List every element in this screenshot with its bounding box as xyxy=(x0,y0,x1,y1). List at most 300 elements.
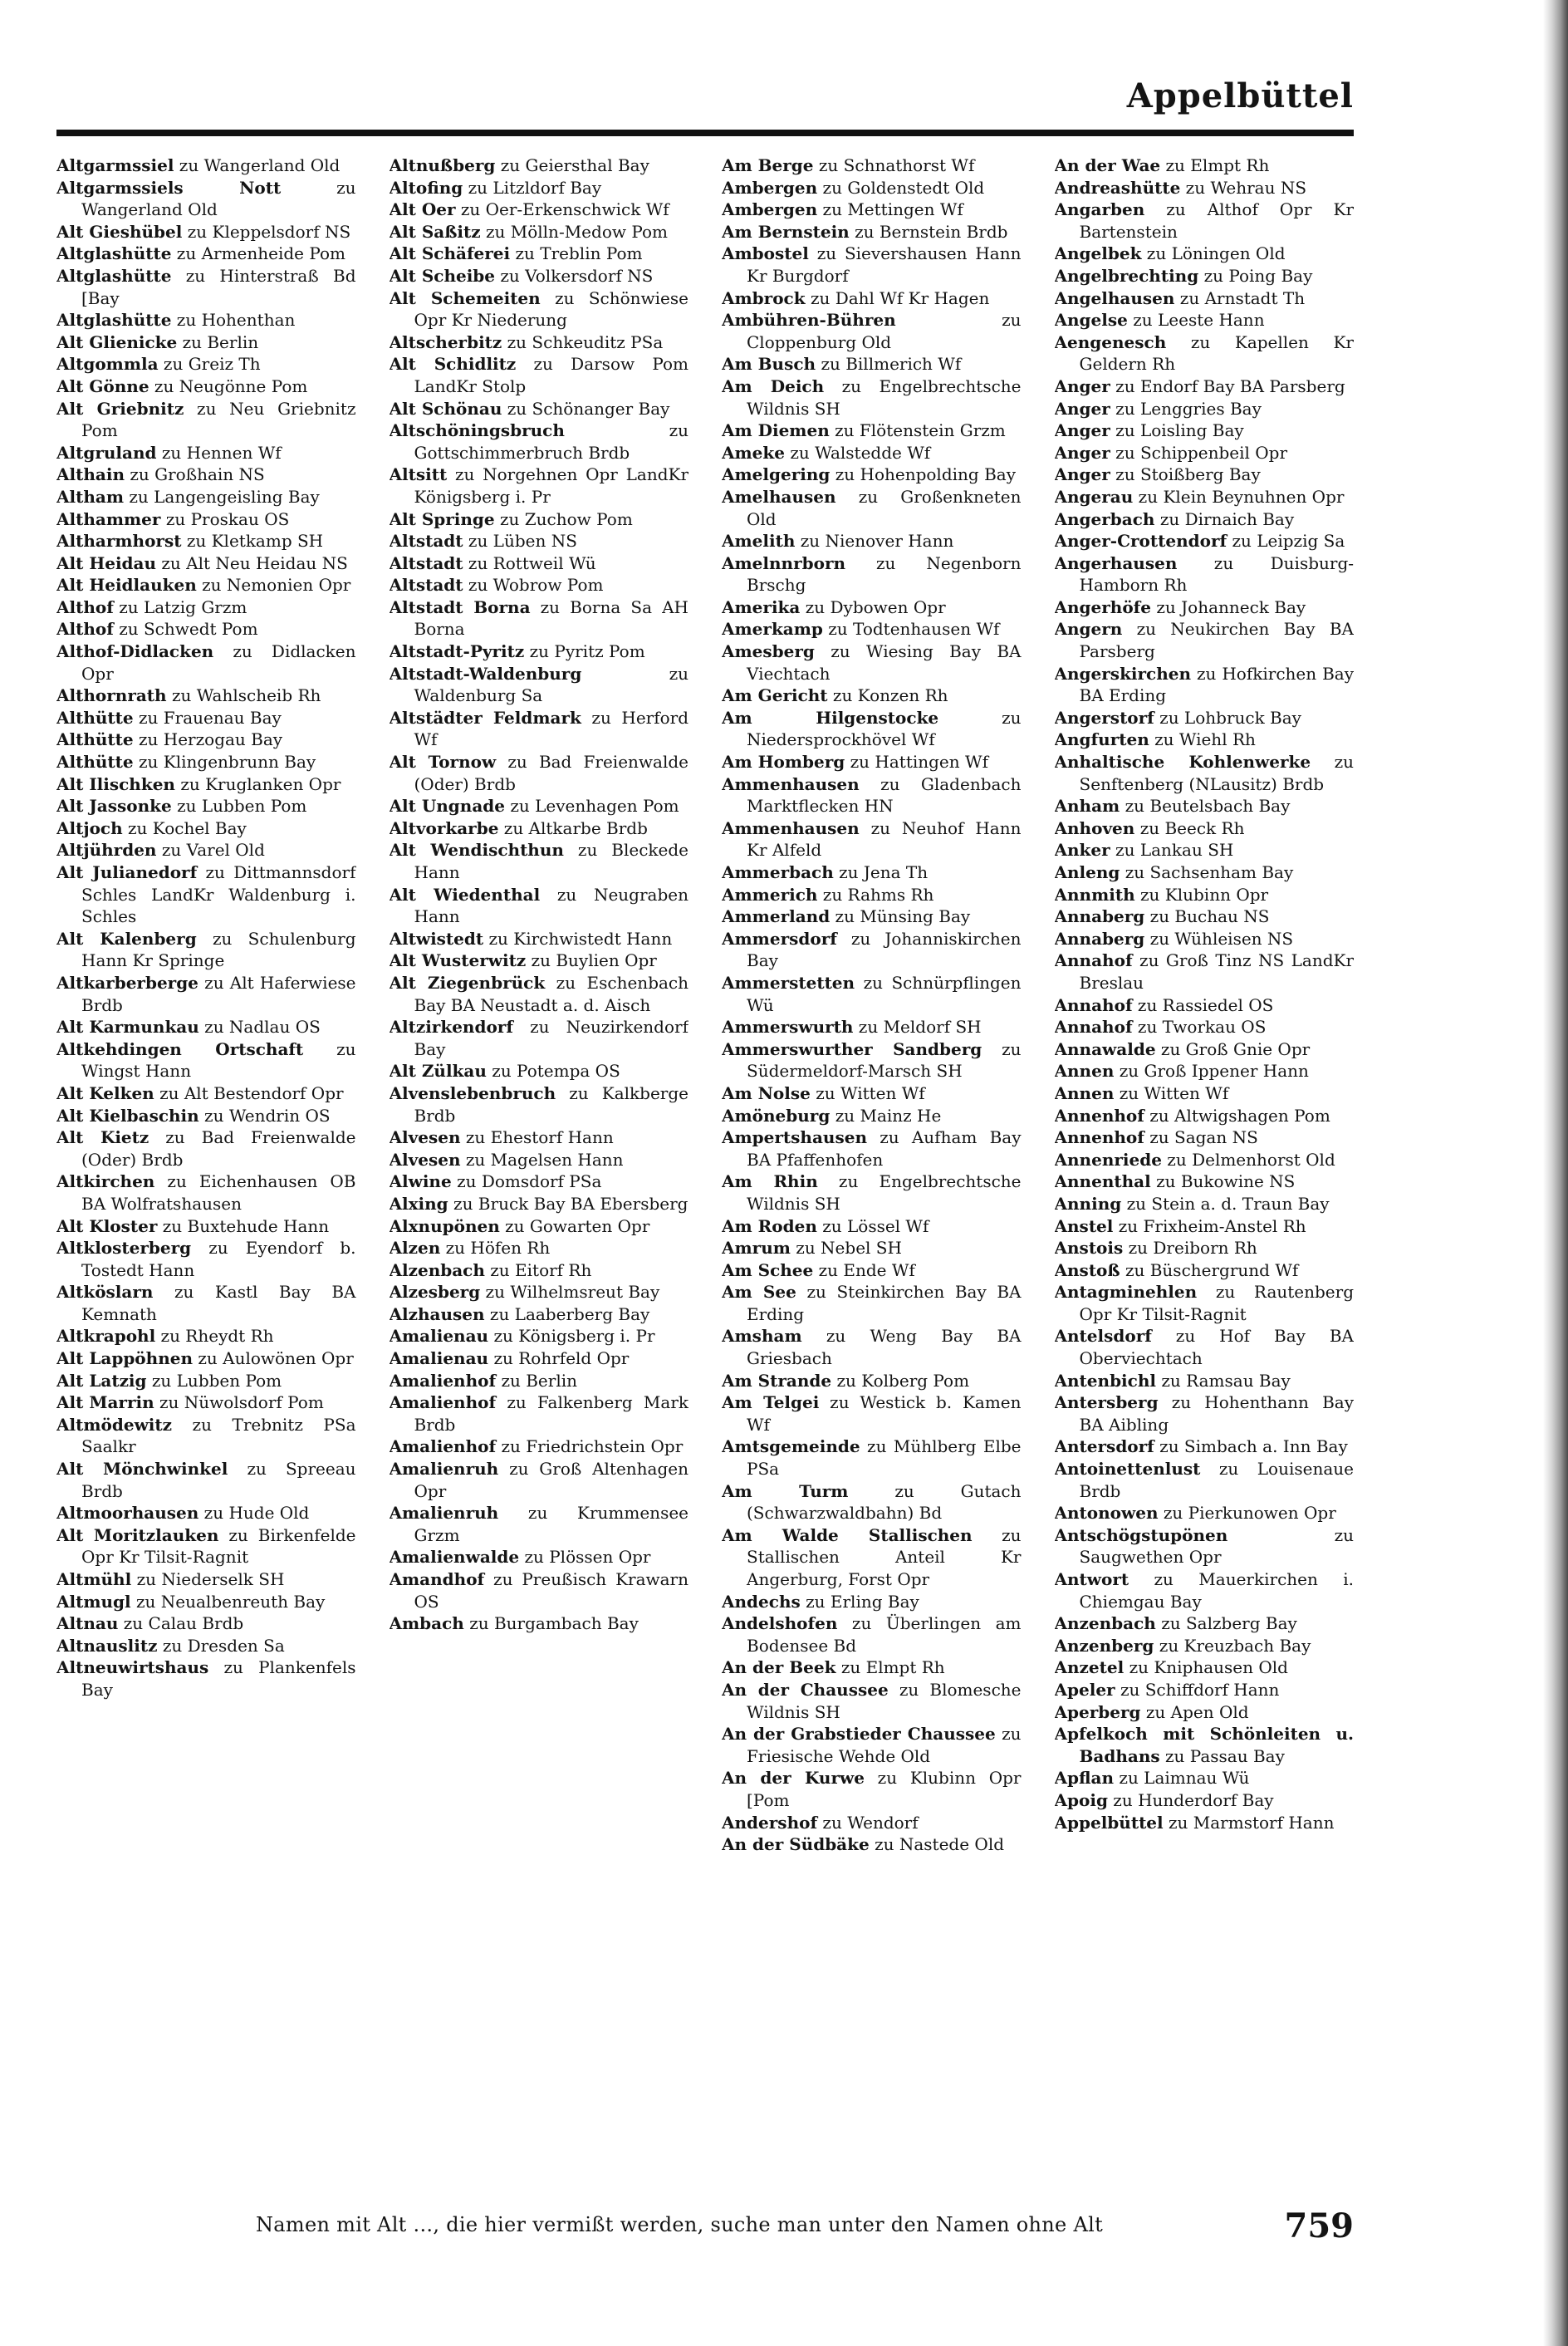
gazetteer-entry xyxy=(722,420,1022,442)
gazetteer-entry xyxy=(1055,1082,1355,1105)
gazetteer-entry xyxy=(1055,729,1355,751)
gazetteer-entry xyxy=(722,177,1022,199)
page-edge-shadow xyxy=(1543,0,1568,2346)
entry-detail: zu Lubben Pom xyxy=(177,796,307,817)
entry-name: Alt Glienicke xyxy=(56,331,178,352)
entry-name: Anger xyxy=(1054,375,1110,396)
entry-name: Ambühren-Bühren xyxy=(722,310,896,331)
gazetteer-entry xyxy=(56,1105,356,1127)
entry-name: Annaberg xyxy=(1054,928,1145,949)
entry-detail: zu Neugönne Pom xyxy=(154,375,308,396)
gazetteer-entry xyxy=(722,751,1022,773)
gazetteer-entry xyxy=(1055,552,1355,596)
gazetteer-entry xyxy=(722,375,1022,420)
gazetteer-entry xyxy=(1055,464,1355,486)
entry-name: An der Chaussee xyxy=(722,1679,889,1700)
gazetteer-entry xyxy=(1055,243,1355,265)
entry-detail: zu Schkeuditz PSa xyxy=(507,331,664,352)
gazetteer-entry xyxy=(722,1612,1022,1656)
gazetteer-entry xyxy=(722,1524,1022,1591)
entry-name: Amöneburg xyxy=(722,1105,831,1126)
entry-detail: zu Friedrichstein Opr xyxy=(501,1436,684,1457)
entry-name: Altnau xyxy=(56,1613,119,1634)
gazetteer-entry xyxy=(56,530,356,552)
entry-detail: zu Witten Wf xyxy=(816,1082,925,1103)
entry-name: Altgommla xyxy=(56,354,159,375)
entry-detail: zu Wobrow Pom xyxy=(468,575,604,596)
entry-detail: zu Preußisch Krawarn OS xyxy=(414,1569,688,1612)
entry-detail: zu Ende Wf xyxy=(818,1259,915,1280)
gazetteer-entry xyxy=(56,1016,356,1038)
gazetteer-entry xyxy=(1055,486,1355,508)
entry-name: Amalienhof xyxy=(389,1436,497,1457)
gazetteer-entry xyxy=(390,243,689,265)
entry-detail: zu Salzberg Bay xyxy=(1161,1613,1297,1634)
gazetteer-entry xyxy=(1055,1789,1355,1812)
entry-detail: zu Weng Bay BA Griesbach xyxy=(747,1326,1022,1369)
entry-detail: zu Ehestorf Hann xyxy=(465,1127,614,1148)
gazetteer-entry xyxy=(1055,1215,1355,1238)
entry-detail: zu Plössen Opr xyxy=(524,1547,651,1568)
gazetteer-entry xyxy=(722,1391,1022,1436)
entry-detail: zu Todtenhausen Wf xyxy=(828,619,1000,640)
gazetteer-entry xyxy=(390,1347,689,1370)
entry-name: Andelshofen xyxy=(722,1613,838,1634)
entry-name: Anger xyxy=(1054,398,1110,419)
gazetteer-entry xyxy=(1055,1656,1355,1679)
entry-name: Altschöningsbruch xyxy=(389,420,565,441)
gazetteer-entry xyxy=(722,1237,1022,1259)
entry-detail: zu Borna Sa AH Borna xyxy=(414,596,688,640)
gazetteer-entry xyxy=(390,1612,689,1635)
entry-detail: zu Sachsenham Bay xyxy=(1125,862,1294,882)
gazetteer-entry xyxy=(1055,928,1355,950)
entry-detail: zu Kruglanken Opr xyxy=(180,773,341,794)
entry-name: Amelhausen xyxy=(722,486,836,507)
gazetteer-entry xyxy=(722,928,1022,972)
entry-name: Alzenbach xyxy=(389,1259,485,1280)
gazetteer-entry xyxy=(722,685,1022,707)
entry-detail: zu Geiersthal Bay xyxy=(500,155,649,175)
gazetteer-entry xyxy=(56,1635,356,1657)
entry-detail: zu Arnstadt Th xyxy=(1179,287,1306,308)
entry-detail: zu Hinterstraß Bd [Bay xyxy=(81,265,356,308)
entry-name: Aengenesch xyxy=(1054,331,1167,352)
entry-name: Altstadt xyxy=(389,531,463,552)
entry-detail: zu Tworkau OS xyxy=(1137,1017,1267,1038)
gazetteer-entry xyxy=(722,817,1022,861)
entry-name: Anzenbach xyxy=(1054,1613,1156,1634)
entry-detail: zu Greiz Th xyxy=(163,354,261,375)
entry-name: Alt Tornow xyxy=(389,752,497,773)
entry-detail: zu Wühleisen NS xyxy=(1149,928,1294,949)
gazetteer-entry xyxy=(1055,618,1355,662)
entry-name: Alt Latzig xyxy=(56,1370,147,1391)
entry-name: Annenhof xyxy=(1054,1127,1144,1148)
entry-detail: zu Litzldorf Bay xyxy=(468,177,602,198)
gazetteer-entry xyxy=(1055,1016,1355,1038)
gazetteer-entry xyxy=(722,1812,1022,1834)
entry-detail: zu Kolberg Pom xyxy=(836,1370,970,1391)
entry-name: Amesberg xyxy=(722,641,815,662)
entry-detail: zu Krummensee Grzm xyxy=(414,1503,688,1545)
entry-name: Apeler xyxy=(1054,1679,1115,1700)
entry-name: Alt Zülkau xyxy=(389,1061,487,1082)
entry-name: Altkirchen xyxy=(56,1171,155,1192)
entry-name: Andechs xyxy=(722,1591,801,1612)
gazetteer-entry xyxy=(1055,795,1355,817)
gazetteer-entry xyxy=(722,906,1022,928)
entry-detail: zu Buxtehude Hann xyxy=(162,1215,330,1236)
gazetteer-entry xyxy=(56,398,356,442)
entry-name: Ammerich xyxy=(722,884,818,905)
gazetteer-entry xyxy=(56,839,356,861)
entry-name: Amrum xyxy=(722,1238,791,1259)
entry-detail: zu Buchau NS xyxy=(1149,906,1270,927)
gazetteer-entry xyxy=(390,1259,689,1282)
entry-detail: zu Zuchow Pom xyxy=(500,508,633,529)
entry-name: Alt Wusterwitz xyxy=(389,950,527,971)
entry-detail: zu Gutach (Schwarzwaldbahn) Bd xyxy=(747,1480,1022,1524)
entry-name: Altstadt-Pyritz xyxy=(389,641,525,662)
entry-name: Altofing xyxy=(389,177,463,198)
entry-detail: zu Hofkirchen Bay BA Erding xyxy=(1079,663,1354,706)
gazetteer-entry xyxy=(56,773,356,796)
entry-name: Alt Saßitz xyxy=(389,221,481,242)
entry-name: Amelgering xyxy=(722,464,831,485)
entry-name: Altgruland xyxy=(56,442,157,463)
entry-detail: zu Neu Griebnitz Pom xyxy=(81,398,356,441)
entry-name: Am Gericht xyxy=(722,685,828,706)
entry-detail: zu Groß Gnie Opr xyxy=(1160,1038,1311,1059)
entry-name: Angarben xyxy=(1054,199,1145,220)
entry-name: Apoig xyxy=(1054,1789,1108,1810)
entry-detail: zu Wiehl Rh xyxy=(1154,729,1256,750)
entry-detail: zu Berlin xyxy=(182,331,259,352)
entry-detail: zu Schiffdorf Hann xyxy=(1120,1679,1280,1700)
entry-name: Am See xyxy=(722,1282,796,1303)
entry-name: Angelse xyxy=(1054,310,1128,331)
entry-detail: zu Bad Freienwalde (Oder) Brdb xyxy=(81,1127,356,1170)
gazetteer-entry xyxy=(56,574,356,596)
entry-detail: zu Münsing Bay xyxy=(835,906,971,927)
entry-detail: zu Levenhagen Pom xyxy=(510,796,679,817)
gazetteer-entry xyxy=(56,1612,356,1635)
gazetteer-entry xyxy=(722,287,1022,310)
entry-name: Alt Ungnade xyxy=(389,796,505,817)
entry-name: Altharmhorst xyxy=(56,531,182,552)
entry-name: Am Rhin xyxy=(722,1171,818,1192)
gazetteer-entry xyxy=(56,221,356,243)
entry-name: Altmödewitz xyxy=(56,1414,172,1435)
gazetteer-entry xyxy=(390,1171,689,1193)
entry-detail: zu Büschergrund Wf xyxy=(1125,1259,1299,1280)
entry-name: Alt Ziegenbrück xyxy=(389,972,546,993)
entry-detail: zu Senftenberg (NLausitz) Brdb xyxy=(1079,752,1354,794)
entry-detail: zu Lubben Pom xyxy=(151,1370,282,1391)
entry-name: Amtsgemeinde xyxy=(722,1436,860,1457)
gazetteer-entry xyxy=(56,1591,356,1613)
entry-name: Alt Springe xyxy=(389,508,495,529)
entry-name: Ammerswurth xyxy=(722,1017,854,1038)
entry-name: Altstadt xyxy=(389,575,463,596)
entry-detail: zu Friesische Wehde Old xyxy=(747,1724,1022,1766)
gazetteer-entry xyxy=(390,1193,689,1215)
gazetteer-entry xyxy=(390,1281,689,1303)
entry-name: Amalienau xyxy=(389,1326,489,1347)
entry-name: Althütte xyxy=(56,752,134,773)
entry-name: Alt Griebnitz xyxy=(56,398,184,419)
gazetteer-entry xyxy=(390,972,689,1016)
entry-detail: zu Gowarten Opr xyxy=(505,1215,650,1236)
entry-detail: zu Loisling Bay xyxy=(1115,420,1244,441)
entry-detail: zu Dirnaich Bay xyxy=(1159,508,1295,529)
entry-name: Antersberg xyxy=(1054,1392,1159,1413)
entry-detail: zu Schnathorst Wf xyxy=(818,155,975,175)
gazetteer-entry xyxy=(390,1436,689,1458)
entry-name: Anstel xyxy=(1054,1215,1114,1236)
gazetteer-entry xyxy=(56,1038,356,1082)
entry-name: Alwine xyxy=(389,1171,452,1192)
gazetteer-entry xyxy=(390,1215,689,1238)
entry-name: Althain xyxy=(56,464,125,485)
entry-name: Angerbach xyxy=(1054,508,1155,529)
entry-detail: zu Wangerland Old xyxy=(179,155,341,175)
gazetteer-entry xyxy=(1055,1038,1355,1061)
gazetteer-entry xyxy=(390,884,689,928)
gazetteer-entry xyxy=(722,530,1022,552)
gazetteer-entry xyxy=(390,1502,689,1546)
entry-name: Am Turm xyxy=(722,1480,849,1501)
gazetteer-entry xyxy=(1055,906,1355,928)
gazetteer-entry xyxy=(56,1325,356,1347)
entry-name: Am Hilgenstocke xyxy=(722,707,939,728)
gazetteer-entry xyxy=(390,640,689,663)
entry-detail: zu Nebel SH xyxy=(796,1238,902,1259)
entry-name: Angerhöfe xyxy=(1054,596,1152,617)
entry-name: Althof xyxy=(56,596,114,617)
entry-name: Angerau xyxy=(1054,486,1134,507)
entry-name: Ammenhausen xyxy=(722,773,860,794)
gazetteer-entry xyxy=(390,950,689,972)
entry-name: Angerhausen xyxy=(1054,552,1178,573)
entry-name: Altstadt Borna xyxy=(389,596,531,617)
gazetteer-entry xyxy=(722,353,1022,375)
entry-name: Altjoch xyxy=(56,817,123,838)
entry-detail: zu Waldenburg Sa xyxy=(414,663,688,706)
gazetteer-entry xyxy=(390,817,689,840)
gazetteer-entry xyxy=(56,685,356,707)
gazetteer-entry xyxy=(1055,1259,1355,1282)
entry-name: Altglashütte xyxy=(56,310,172,331)
entry-detail: zu Blomesche Wildnis SH xyxy=(747,1679,1022,1722)
footer-note: Namen mit Alt ..., die hier vermißt werden, suche man unter den Namen ohne Alt xyxy=(256,2213,1104,2236)
entry-name: Antagminehlen xyxy=(1054,1282,1198,1303)
entry-name: Altglashütte xyxy=(56,243,172,264)
entry-detail: zu Duisburg-Hamborn Rh xyxy=(1079,552,1354,596)
entry-detail: zu Schulenburg Hann Kr Springe xyxy=(81,928,356,971)
gazetteer-entry xyxy=(1055,861,1355,884)
entry-detail: zu Johanniskirchen Bay xyxy=(747,928,1022,971)
entry-detail: zu Trebnitz PSa Saalkr xyxy=(81,1414,356,1457)
gazetteer-entry xyxy=(1055,839,1355,861)
entry-detail: zu Marmstorf Hann xyxy=(1169,1812,1335,1833)
entry-detail: zu Beeck Rh xyxy=(1139,817,1245,838)
entry-name: Alzesberg xyxy=(389,1282,481,1303)
entry-detail: zu Frauenau Bay xyxy=(139,707,282,728)
entry-name: Annawalde xyxy=(1054,1038,1156,1059)
entry-name: Altscherbitz xyxy=(389,331,502,352)
entry-name: Am Schee xyxy=(722,1259,814,1280)
gazetteer-entry xyxy=(1055,375,1355,398)
entry-name: Alt Gieshübel xyxy=(56,221,183,242)
gazetteer-entry xyxy=(1055,1281,1355,1325)
entry-detail: zu Groß Ippener Hann xyxy=(1119,1061,1309,1082)
entry-name: Anger xyxy=(1054,442,1110,463)
entry-name: Alt Schäferei xyxy=(389,243,511,264)
gazetteer-entry xyxy=(722,243,1022,287)
entry-detail: zu Cloppenburg Old xyxy=(747,310,1022,352)
entry-name: An der Beek xyxy=(722,1657,836,1678)
entry-detail: zu Stoißberg Bay xyxy=(1115,464,1261,485)
gazetteer-entry xyxy=(1055,199,1355,243)
gazetteer-entry xyxy=(56,464,356,486)
entry-detail: zu Passau Bay xyxy=(1165,1745,1285,1766)
entry-name: Alt Wendischthun xyxy=(389,840,564,861)
entry-name: Althof-Didlacken xyxy=(56,641,214,662)
entry-detail: zu Wangerland Old xyxy=(81,177,356,220)
gazetteer-entry xyxy=(1055,1635,1355,1657)
entry-name: An der Kurwe xyxy=(722,1768,865,1789)
gazetteer-entry xyxy=(56,508,356,531)
entry-detail: zu Mainz He xyxy=(835,1105,942,1126)
entry-detail: zu Birkenfelde Opr Kr Tilsit-Ragnit xyxy=(81,1524,356,1568)
gazetteer-entry xyxy=(390,596,689,640)
entry-name: Apfelkoch mit Schönleiten u. Badhans xyxy=(1054,1724,1354,1766)
entry-name: Antoinettenlust xyxy=(1054,1459,1201,1480)
entry-name: Althof xyxy=(56,619,114,640)
gazetteer-entry xyxy=(390,508,689,531)
entry-name: Alt Kelken xyxy=(56,1082,154,1103)
entry-name: Antersdorf xyxy=(1054,1436,1154,1457)
entry-name: Altnußberg xyxy=(389,155,496,175)
gazetteer-entry xyxy=(56,795,356,817)
entry-name: Althornrath xyxy=(56,685,167,706)
entry-detail: zu Bad Freienwalde (Oder) Brdb xyxy=(414,752,688,794)
entry-detail: zu Überlingen am Bodensee Bd xyxy=(747,1613,1022,1656)
entry-name: Anzetel xyxy=(1054,1657,1125,1678)
entry-name: Alt Heidau xyxy=(56,552,157,573)
entry-detail: zu Hohenthan xyxy=(176,310,296,331)
entry-detail: zu Didlacken Opr xyxy=(81,641,356,684)
entry-detail: zu Steinkirchen Bay BA Erding xyxy=(747,1282,1022,1324)
entry-detail: zu Kochel Bay xyxy=(128,817,247,838)
entry-name: Alt Wiedenthal xyxy=(389,884,541,905)
entry-detail: zu Wiesing Bay BA Viechtach xyxy=(747,641,1022,684)
entry-name: Amelnnrborn xyxy=(722,552,846,573)
gazetteer-entry xyxy=(1055,508,1355,531)
entry-detail: zu Kirchwistedt Hann xyxy=(488,928,673,949)
gazetteer-entry xyxy=(390,398,689,420)
entry-name: Alt Jassonke xyxy=(56,796,172,817)
entry-detail: zu Bruck Bay BA Ebersberg xyxy=(453,1193,688,1214)
gazetteer-entry xyxy=(56,1237,356,1281)
gazetteer-entry xyxy=(722,861,1022,884)
gazetteer-entry xyxy=(56,331,356,354)
entry-name: Ammerbach xyxy=(722,862,834,882)
entry-detail: zu Rohrfeld Opr xyxy=(493,1348,630,1369)
entry-name: Annmith xyxy=(1054,884,1135,905)
gazetteer-entry xyxy=(56,243,356,265)
entry-detail: zu Frixheim-Anstel Rh xyxy=(1118,1215,1306,1236)
gazetteer-entry xyxy=(390,1060,689,1082)
entry-detail: zu Ramsau Bay xyxy=(1161,1370,1291,1391)
entry-name: Amerkamp xyxy=(722,619,823,640)
entry-detail: zu Westick b. Kamen Wf xyxy=(747,1392,1022,1435)
gazetteer-entry xyxy=(1055,1193,1355,1215)
entry-detail: zu Hennen Wf xyxy=(161,442,282,463)
entry-detail: zu Schönanger Bay xyxy=(507,398,670,419)
gazetteer-entry xyxy=(722,1325,1022,1369)
gazetteer-entry xyxy=(390,1458,689,1502)
entry-name: Ammerland xyxy=(722,906,831,927)
entry-name: Antschögstupönen xyxy=(1054,1524,1228,1545)
gazetteer-entry xyxy=(56,309,356,331)
entry-name: Ammenhausen xyxy=(722,817,860,838)
entry-name: Andreashütte xyxy=(1054,177,1181,198)
entry-name: Appelbüttel xyxy=(1054,1812,1164,1833)
entry-name: Alzen xyxy=(389,1238,441,1259)
entry-detail: zu Nüwolsdorf Pom xyxy=(159,1392,324,1413)
gazetteer-entry xyxy=(722,155,1022,177)
gazetteer-entry xyxy=(56,972,356,1016)
entry-detail: zu Endorf Bay BA Parsberg xyxy=(1115,375,1345,396)
entry-name: Am Walde Stallischen xyxy=(722,1524,973,1545)
entry-detail: zu Großenkneten Old xyxy=(747,486,1022,529)
gazetteer-entry xyxy=(1055,1325,1355,1369)
entry-detail: zu Hohenthann Bay BA Aibling xyxy=(1079,1392,1354,1435)
entry-name: Anhaltische Kohlenwerke xyxy=(1054,752,1311,773)
entry-name: Am Telgei xyxy=(722,1392,820,1413)
entry-name: Antonowen xyxy=(1054,1503,1159,1524)
gazetteer-entry xyxy=(56,596,356,619)
entry-detail: zu Niedersprockhövel Wf xyxy=(747,707,1022,750)
entry-detail: zu Wendorf xyxy=(822,1812,919,1833)
entry-name: Am Strande xyxy=(722,1370,832,1391)
entry-name: Angerskirchen xyxy=(1054,663,1192,684)
gazetteer-entry xyxy=(1055,751,1355,795)
entry-detail: zu Saugwethen Opr xyxy=(1079,1524,1354,1568)
entry-detail: zu Dahl Wf Kr Hagen xyxy=(810,287,990,308)
gazetteer-entry xyxy=(722,1281,1022,1325)
entry-detail: zu Elmpt Rh xyxy=(1165,155,1270,175)
entry-name: Altmugl xyxy=(56,1591,131,1612)
entry-name: Altgarmssiel xyxy=(56,155,174,175)
entry-detail: zu Wingst Hann xyxy=(81,1038,356,1082)
entry-name: Annahof xyxy=(1054,994,1133,1015)
entry-name: Alt Kloster xyxy=(56,1215,158,1236)
gazetteer-entry xyxy=(1055,1105,1355,1127)
entry-name: Anstoß xyxy=(1054,1259,1120,1280)
entry-detail: zu Klingenbrunn Bay xyxy=(139,752,316,773)
entry-detail: zu Herford Wf xyxy=(414,707,688,750)
entry-detail: zu Klubinn Opr [Pom xyxy=(747,1768,1022,1810)
entry-detail: zu Eitorf Rh xyxy=(490,1259,592,1280)
entry-detail: zu Stallischen Anteil Kr Angerburg, Forst Opr xyxy=(747,1524,1022,1589)
entry-detail: zu Potempa OS xyxy=(492,1061,620,1082)
gazetteer-entry xyxy=(56,751,356,773)
entry-name: Angelbrechting xyxy=(1054,265,1199,286)
